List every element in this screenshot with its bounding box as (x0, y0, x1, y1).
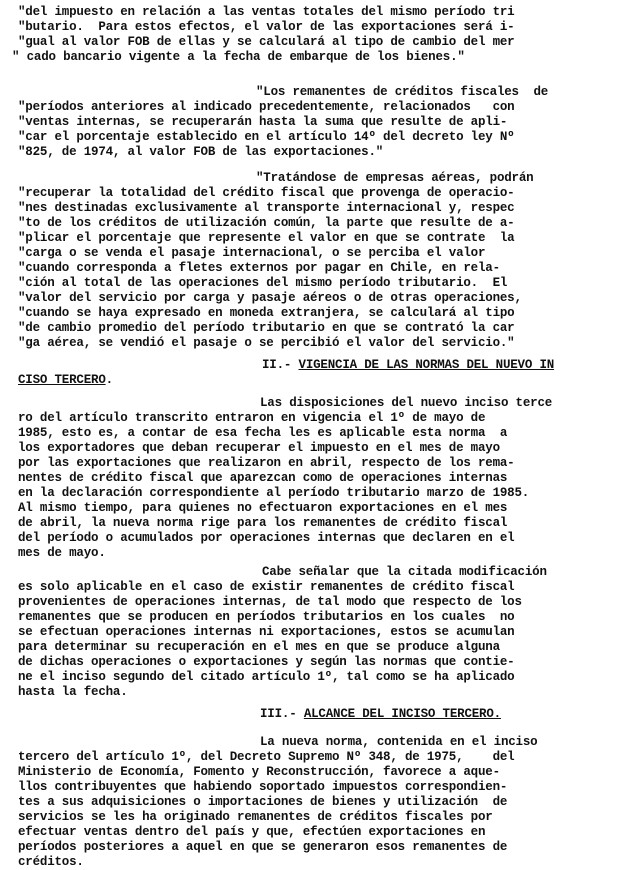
text-line: "cuando se haya expresado en moneda extranjera, se calculará al tipo (18, 306, 515, 320)
text-line: los exportadores que deban recuperar el impuesto en el mes de mayo (18, 441, 500, 455)
text-line: 1985, esto es, a contar de esa fecha les es aplicable esta norma a (18, 426, 508, 440)
text-line: La nueva norma, contenida en el inciso (260, 735, 538, 749)
text-line: "gual al valor FOB de ellas y se calculará al tipo de cambio del mer (18, 35, 515, 49)
text-line: "butario. Para estos efectos, el valor de las exportaciones será i- (18, 20, 515, 34)
text-line: se efectuan operaciones internas ni exportaciones, estos se acumulan (18, 625, 515, 639)
text-line: créditos. (18, 855, 84, 869)
text-line: Al mismo tiempo, para quienes no efectuaron exportaciones en el mes (18, 501, 508, 515)
text-line: períodos posteriores a aquel en que se generaron esos remanentes de (18, 840, 508, 854)
text-line: "to de los créditos de utilización común, la parte que resulte de a- (18, 216, 515, 230)
text-line: "Tratándose de empresas aéreas, podrán (256, 171, 534, 185)
text-line: tercero del artículo 1º, del Decreto Supremo Nº 348, de 1975, del (18, 750, 515, 764)
text-line: "carga o se venda el pasaje internacional, o se perciba el valor (18, 246, 486, 260)
text-line: "cuando corresponda a fletes externos por pagar en Chile, en rela- (18, 261, 500, 275)
text-line: "car el porcentaje establecido en el artículo 14º del decreto ley Nº (18, 130, 515, 144)
text-line: Cabe señalar que la citada modificación (262, 565, 547, 579)
text-line: provenientes de operaciones internas, de tal modo que respecto de los (18, 595, 522, 609)
text-line: "ga aérea, se vendió el pasaje o se percibió el valor del servicio." (18, 336, 515, 350)
text-line: nentes de crédito fiscal que aparezcan como de operaciones internas (18, 471, 508, 485)
text-line: "de cambio promedio del período tributario en que se contrató la car (18, 321, 515, 335)
text-line: II.- VIGENCIA DE LAS NORMAS DEL NUEVO IN (262, 358, 555, 372)
text-line: remanentes que se producen en períodos tributarios en los cuales no (18, 610, 515, 624)
text-line: llos contribuyentes que habiendo soportado impuestos correspondien- (18, 780, 508, 794)
text-line: "valor del servicio por carga y pasaje aéreos o de otras operaciones, (18, 291, 522, 305)
text-line: de abril, la nueva norma rige para los remanentes de crédito fiscal (18, 516, 508, 530)
text-line: "períodos anteriores al indicado precedentemente, relacionados con (18, 100, 515, 114)
text-line: "825, de 1974, al valor FOB de las exportaciones." (18, 145, 384, 159)
text-line: para determinar su recuperación en el mes en que se produce alguna (18, 640, 500, 654)
text-line: "ción al total de las operaciones del mismo período tributario. El (18, 276, 508, 290)
text-line: de dichas operaciones o exportaciones y según las normas que contie- (18, 655, 515, 669)
text-line: tes a sus adquisiciones o importaciones de bienes y utilización de (18, 795, 508, 809)
text-line: efectuar ventas dentro del país y que, efectúen exportaciones en (18, 825, 486, 839)
text-line: en la declaración correspondiente al período tributario marzo de 1985. (18, 486, 530, 500)
text-line: "ventas internas, se recuperarán hasta la suma que resulte de apli- (18, 115, 508, 129)
text-line: ro del artículo transcrito entraron en vigencia el 1º de mayo de (18, 411, 486, 425)
text-line: servicios se les ha originado remanentes de créditos fiscales por (18, 810, 493, 824)
text-line: " cado bancario vigente a la fecha de embarque de los bienes." (12, 50, 465, 64)
text-line: CISO TERCERO. (18, 373, 113, 387)
text-line: mes de mayo. (18, 546, 106, 560)
text-line: es solo aplicable en el caso de existir remanentes de crédito fiscal (18, 580, 515, 594)
text-line: hasta la fecha. (18, 685, 128, 699)
text-line: "recuperar la totalidad del crédito fiscal que provenga de operacio- (18, 186, 515, 200)
text-line: "plicar el porcentaje que represente el valor en que se contrate la (18, 231, 515, 245)
text-line: Las disposiciones del nuevo inciso terce (260, 396, 553, 410)
text-line: "Los remanentes de créditos fiscales de (256, 85, 549, 99)
text-line: por las exportaciones que realizaron en abril, respecto de los rema- (18, 456, 515, 470)
text-line: del período o acumulados por operaciones internas que declaren en el (18, 531, 515, 545)
text-line: ne el inciso segundo del citado artículo 1º, tal como se ha aplicado (18, 670, 515, 684)
text-line: "nes destinadas exclusivamente al transporte internacional y, respec (18, 201, 515, 215)
text-line: III.- ALCANCE DEL INCISO TERCERO. (260, 707, 501, 721)
text-line: Ministerio de Economía, Fomento y Reconstrucción, favorece a aque- (18, 765, 500, 779)
text-line: "del impuesto en relación a las ventas totales del mismo período tri (18, 5, 515, 19)
